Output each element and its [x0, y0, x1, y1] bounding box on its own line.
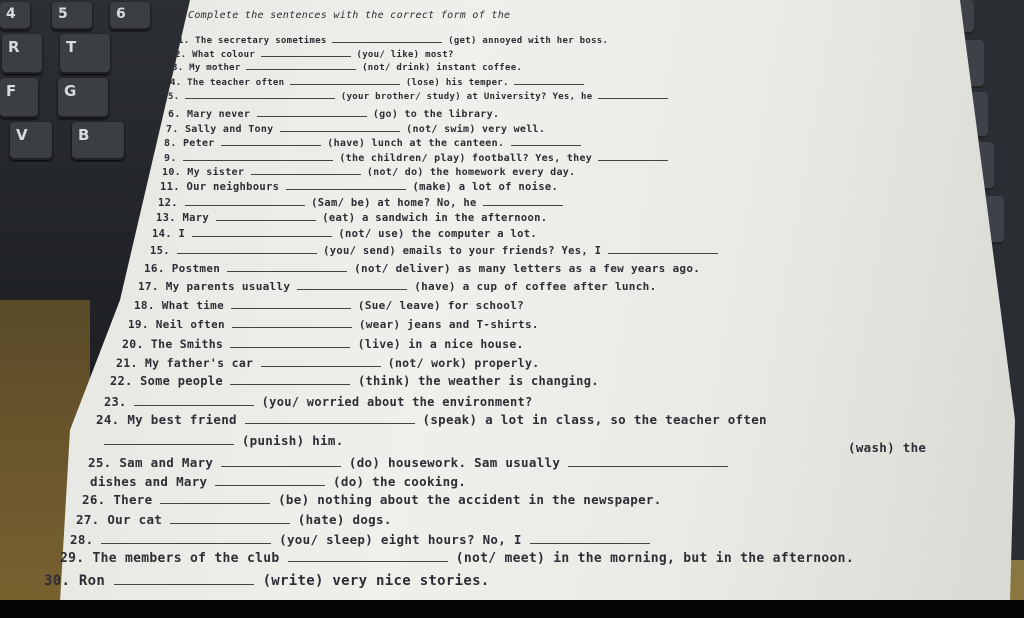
item-number: 20. — [122, 337, 144, 351]
item-number: 23. — [104, 395, 127, 409]
item-number: 4. — [170, 78, 182, 88]
answer-blank[interactable] — [245, 423, 415, 424]
exercise-item — [134, 299, 524, 312]
answer-blank[interactable] — [251, 174, 361, 175]
answer-blank[interactable] — [230, 347, 350, 348]
worksheet-instruction: Complete the sentences with the correct form of the — [188, 10, 511, 21]
item-stem: Peter — [182, 138, 215, 149]
exercise-item — [172, 63, 522, 73]
item-prompt: (wear) jeans and T-shirts. — [358, 318, 539, 331]
key-label: 5 — [58, 6, 68, 22]
item-prompt: (get) annoyed with her boss. — [448, 36, 609, 46]
answer-blank[interactable] — [286, 189, 406, 190]
key-g — [58, 78, 108, 118]
item-number: 9. — [164, 153, 177, 164]
answer-blank[interactable] — [104, 444, 234, 445]
exercise-item — [164, 138, 581, 149]
key-label: F — [6, 82, 17, 100]
item-stem: Mary never — [186, 109, 251, 120]
item-number: 13. — [156, 212, 176, 224]
key-b — [72, 122, 124, 160]
answer-blank[interactable] — [280, 131, 400, 132]
item-number: 17. — [138, 280, 159, 293]
answer-blank[interactable] — [598, 160, 668, 161]
exercise-item — [104, 433, 344, 448]
exercise-item — [168, 109, 499, 120]
exercise-item — [150, 245, 718, 257]
item-stem: Our neighbours — [186, 181, 280, 193]
screen-bottom-edge — [0, 600, 1024, 618]
key-label: T — [66, 38, 77, 56]
key-label: B — [78, 126, 90, 144]
item-stem: My mother — [189, 63, 241, 73]
item-stem: I — [178, 228, 186, 240]
answer-blank[interactable] — [261, 366, 381, 367]
exercise-item — [76, 512, 392, 527]
answer-blank[interactable] — [530, 543, 650, 544]
key-label: 4 — [6, 6, 16, 22]
item-number: 26. — [82, 492, 106, 507]
item-prompt: (your brother/ study) at University? Yes, he — [340, 92, 593, 102]
item-prompt: (not/ work) properly. — [387, 356, 540, 370]
exercise-item — [848, 440, 926, 455]
exercise-item — [88, 455, 728, 470]
item-prompt: (Sam/ be) at home? No, he — [311, 197, 477, 209]
item-stem: What colour — [192, 50, 256, 60]
exercise-item — [128, 318, 539, 331]
exercise-item — [90, 474, 466, 489]
item-number: 25. — [88, 455, 112, 470]
item-number: 14. — [152, 228, 172, 240]
item-stem: The secretary sometimes — [195, 36, 327, 46]
exercise-item — [164, 153, 668, 164]
exercise-item — [116, 356, 539, 370]
item-stem: What time — [161, 299, 225, 312]
item-prompt: (punish) him. — [241, 433, 344, 448]
item-stem: There — [113, 492, 153, 507]
exercise-item — [170, 78, 584, 88]
item-stem: Postmen — [171, 262, 221, 275]
item-stem: Sally and Tony — [184, 124, 274, 135]
key-label: 6 — [116, 6, 126, 22]
exercise-item — [158, 197, 563, 209]
answer-blank[interactable] — [231, 308, 351, 309]
exercise-item — [178, 36, 608, 46]
item-stem: My best friend — [127, 412, 237, 427]
answer-blank[interactable] — [192, 236, 332, 237]
item-number: 5. — [168, 92, 180, 102]
answer-blank[interactable] — [215, 485, 325, 486]
key-label: G — [64, 82, 77, 100]
key-r — [2, 34, 42, 74]
answer-blank[interactable] — [290, 84, 400, 85]
exercise-item — [138, 280, 657, 293]
item-number: 24. — [96, 412, 120, 427]
item-stem: The Smiths — [150, 337, 224, 351]
item-stem: The members of the club — [92, 551, 280, 566]
answer-blank[interactable] — [185, 98, 335, 99]
answer-blank[interactable] — [608, 253, 718, 254]
exercise-item — [60, 551, 854, 566]
answer-blank[interactable] — [230, 384, 350, 385]
key-6 — [110, 2, 150, 30]
item-number: 27. — [76, 512, 100, 527]
item-number: 29. — [60, 551, 85, 566]
item-prompt: (go) to the library. — [372, 109, 500, 120]
answer-blank[interactable] — [257, 116, 367, 117]
item-number: 7. — [166, 124, 179, 135]
key-t — [60, 34, 110, 74]
answer-blank[interactable] — [185, 205, 305, 206]
item-number: 28. — [70, 532, 94, 547]
key-5 — [52, 2, 92, 30]
item-prompt: (not/ meet) in the morning, but in the afternoon. — [455, 551, 854, 566]
answer-blank[interactable] — [568, 466, 728, 467]
exercise-item — [156, 212, 547, 224]
exercise-item — [166, 124, 545, 135]
item-prompt: (you/ send) emails to your friends? Yes, I — [323, 245, 602, 257]
item-number: 30. — [44, 573, 71, 589]
item-number: 1. — [178, 36, 190, 46]
item-prompt: (do) the cooking. — [333, 474, 467, 489]
exercise-item — [162, 167, 575, 178]
item-number: 15. — [150, 245, 170, 257]
answer-blank[interactable] — [297, 289, 407, 290]
exercise-item — [44, 573, 490, 589]
item-prompt: (live) in a nice house. — [357, 337, 524, 351]
exercise-item — [110, 374, 599, 388]
item-stem: Our cat — [107, 512, 163, 527]
answer-blank[interactable] — [511, 145, 581, 146]
item-stem: My parents usually — [165, 280, 291, 293]
answer-blank[interactable] — [246, 69, 356, 70]
item-number: 6. — [168, 109, 181, 120]
item-prompt: (lose) his temper. — [405, 78, 509, 88]
item-prompt: (you/ worried about the environment? — [261, 395, 533, 409]
answer-blank[interactable] — [216, 220, 316, 221]
item-stem: Neil often — [155, 318, 225, 331]
exercise-item — [168, 92, 668, 102]
answer-blank[interactable] — [232, 327, 352, 328]
item-prompt: (not/ swim) very well. — [406, 124, 546, 135]
key-label: V — [16, 126, 28, 144]
answer-blank[interactable] — [177, 253, 317, 254]
item-prompt: (Sue/ leave) for school? — [357, 299, 525, 312]
item-prompt: (do) housework. Sam usually — [348, 455, 561, 470]
item-prompt: (write) very nice stories. — [262, 573, 490, 589]
exercise-item — [104, 395, 533, 409]
item-prompt: (wash) the — [848, 440, 927, 455]
answer-blank[interactable] — [221, 466, 341, 467]
item-prompt: (eat) a sandwich in the afternoon. — [322, 212, 548, 224]
answer-blank[interactable] — [134, 405, 254, 406]
item-number: 18. — [134, 299, 155, 312]
answer-blank[interactable] — [101, 543, 271, 544]
exercise-item — [122, 337, 524, 351]
exercise-item — [160, 181, 558, 193]
item-number: 11. — [160, 181, 180, 193]
exercise-item — [70, 532, 650, 547]
item-prompt: (hate) dogs. — [297, 512, 392, 527]
answer-blank[interactable] — [598, 98, 668, 99]
item-prompt: (the children/ play) football? Yes, they — [339, 153, 593, 164]
answer-blank[interactable] — [514, 84, 584, 85]
answer-blank[interactable] — [170, 523, 290, 524]
answer-blank[interactable] — [261, 56, 351, 57]
key-f — [0, 78, 38, 118]
item-number: 8. — [164, 138, 177, 149]
item-number: 16. — [144, 262, 165, 275]
answer-blank[interactable] — [332, 42, 442, 43]
item-number: 12. — [158, 197, 178, 209]
answer-blank[interactable] — [114, 584, 254, 585]
item-stem: Some people — [140, 374, 223, 388]
exercise-item — [152, 228, 537, 240]
item-stem: My sister — [187, 167, 245, 178]
key-label: R — [8, 38, 20, 56]
item-stem: The teacher often — [187, 78, 285, 88]
item-prompt: (not/ drink) instant coffee. — [362, 63, 523, 73]
item-number: 3. — [172, 63, 184, 73]
item-prompt: (you/ sleep) eight hours? No, I — [279, 532, 522, 547]
key-v — [10, 122, 52, 160]
item-number: 10. — [162, 167, 181, 178]
item-stem: My father's car — [144, 356, 254, 370]
answer-blank[interactable] — [221, 145, 321, 146]
answer-blank[interactable] — [288, 561, 448, 562]
answer-blank[interactable] — [483, 205, 563, 206]
item-prompt: (not/ use) the computer a lot. — [338, 228, 538, 240]
item-stem: dishes and Mary — [90, 474, 208, 489]
answer-blank[interactable] — [227, 271, 347, 272]
item-prompt: (make) a lot of noise. — [412, 181, 559, 193]
item-prompt: (think) the weather is changing. — [357, 374, 599, 388]
answer-blank[interactable] — [183, 160, 333, 161]
item-number: 21. — [116, 356, 138, 370]
item-prompt: (have) a cup of coffee after lunch. — [414, 280, 657, 293]
item-prompt: (speak) a lot in class, so the teacher often — [422, 412, 767, 427]
item-number: 19. — [128, 318, 149, 331]
item-prompt: (have) lunch at the canteen. — [327, 138, 505, 149]
item-stem: Sam and Mary — [119, 455, 214, 470]
item-prompt: (be) nothing about the accident in the newspaper. — [278, 492, 662, 507]
item-number: 22. — [110, 374, 133, 388]
answer-blank[interactable] — [160, 503, 270, 504]
key-4 — [0, 2, 30, 30]
exercise-item — [96, 412, 767, 427]
item-prompt: (you/ like) most? — [356, 50, 454, 60]
exercise-item — [144, 262, 700, 275]
item-prompt: (not/ do) the homework every day. — [366, 167, 576, 178]
exercise-item — [82, 492, 662, 507]
exercise-item — [175, 50, 454, 60]
item-prompt: (not/ deliver) as many letters as a few years ago. — [354, 262, 701, 275]
item-stem: Mary — [182, 212, 209, 224]
item-number: 2. — [175, 50, 187, 60]
item-stem: Ron — [78, 573, 106, 589]
